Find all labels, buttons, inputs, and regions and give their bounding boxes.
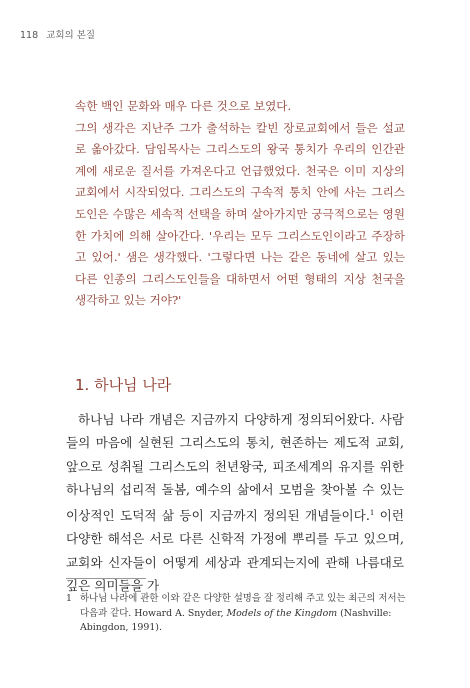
book-title: 교회의 본질 (46, 30, 96, 41)
footnote-text (80, 592, 406, 636)
footnote-divider (66, 578, 146, 579)
body-text (66, 408, 404, 597)
page-number: 118 (20, 30, 39, 41)
body-text-before-note: 하나님 나라 개념은 지금까지 다양하게 정의되어왔다. 사람들의 마음에 실현된 그리스도의 통치, 현존하는 제도적 교회, 앞으로 성취될 그리스도의 천년왕국, 피조세계의 유지를 위한 하나님의 섭리적 돌봄, 예수의 삶에서 모범을 찾아볼 수 있는 이상적인 도덕적 삶 등이 지금까지 정의된 개념들이다. (66, 412, 404, 523)
footnote-reference[interactable]: 1 (369, 508, 375, 517)
quote-paragraph-2: 그의 생각은 지난주 그가 출석하는 칼빈 장로교회에서 들은 설교로 옮아갔다. 담임목사는 그리스도의 왕국 통치가 우리의 인간관계에 새로운 질서를 가져온다고 언급했었다. 천국은 이미 지상의 교회에서 시작되었다. 그리스도의 구속적 통치 안에 사는 그리스도인은 수많은 세속적 선택을 하며 살아가지만 궁극적으로는 영원한 가치에 의해 살아간다. '우리는 모두 그리스도인이라고 주장하고 있어.' 샘은 생각했다. '그렇다면 나는 같은 동네에 살고 있는 다른 인종의 그리스도인들을 대하면서 어떤 형태의 지상 천국을 생각하고 있는 거야?' (75, 120, 405, 308)
section-heading: 1. 하나님 나라 (75, 376, 172, 394)
narrative-quote-block (75, 96, 405, 312)
running-header (20, 27, 95, 41)
footnote (66, 592, 406, 636)
body-text-after-note: 이런 다양한 해석은 서로 다른 신학적 가정에 뿌리를 두고 있으며, 교회와 신자들이 어떻게 세상과 관계되는지에 관해 나름대로 깊은 의미들을 가 (66, 507, 404, 594)
footnote-text-before-title: 하나님 나라에 관한 이와 같은 다양한 설명을 잘 정리해 주고 있는 최근의 저서는 다음과 같다. Howard A. Snyder, (80, 593, 406, 619)
footnote-number: 1 (66, 593, 72, 604)
footnote-book-title: Models of the Kingdom (226, 607, 338, 619)
footnote-text-after-title: (Nashville: Abingdon, 1991). (80, 607, 392, 633)
quote-paragraph-1: 속한 백인 문화와 매우 다른 것으로 보였다. (75, 99, 292, 113)
body-paragraph (66, 408, 404, 597)
